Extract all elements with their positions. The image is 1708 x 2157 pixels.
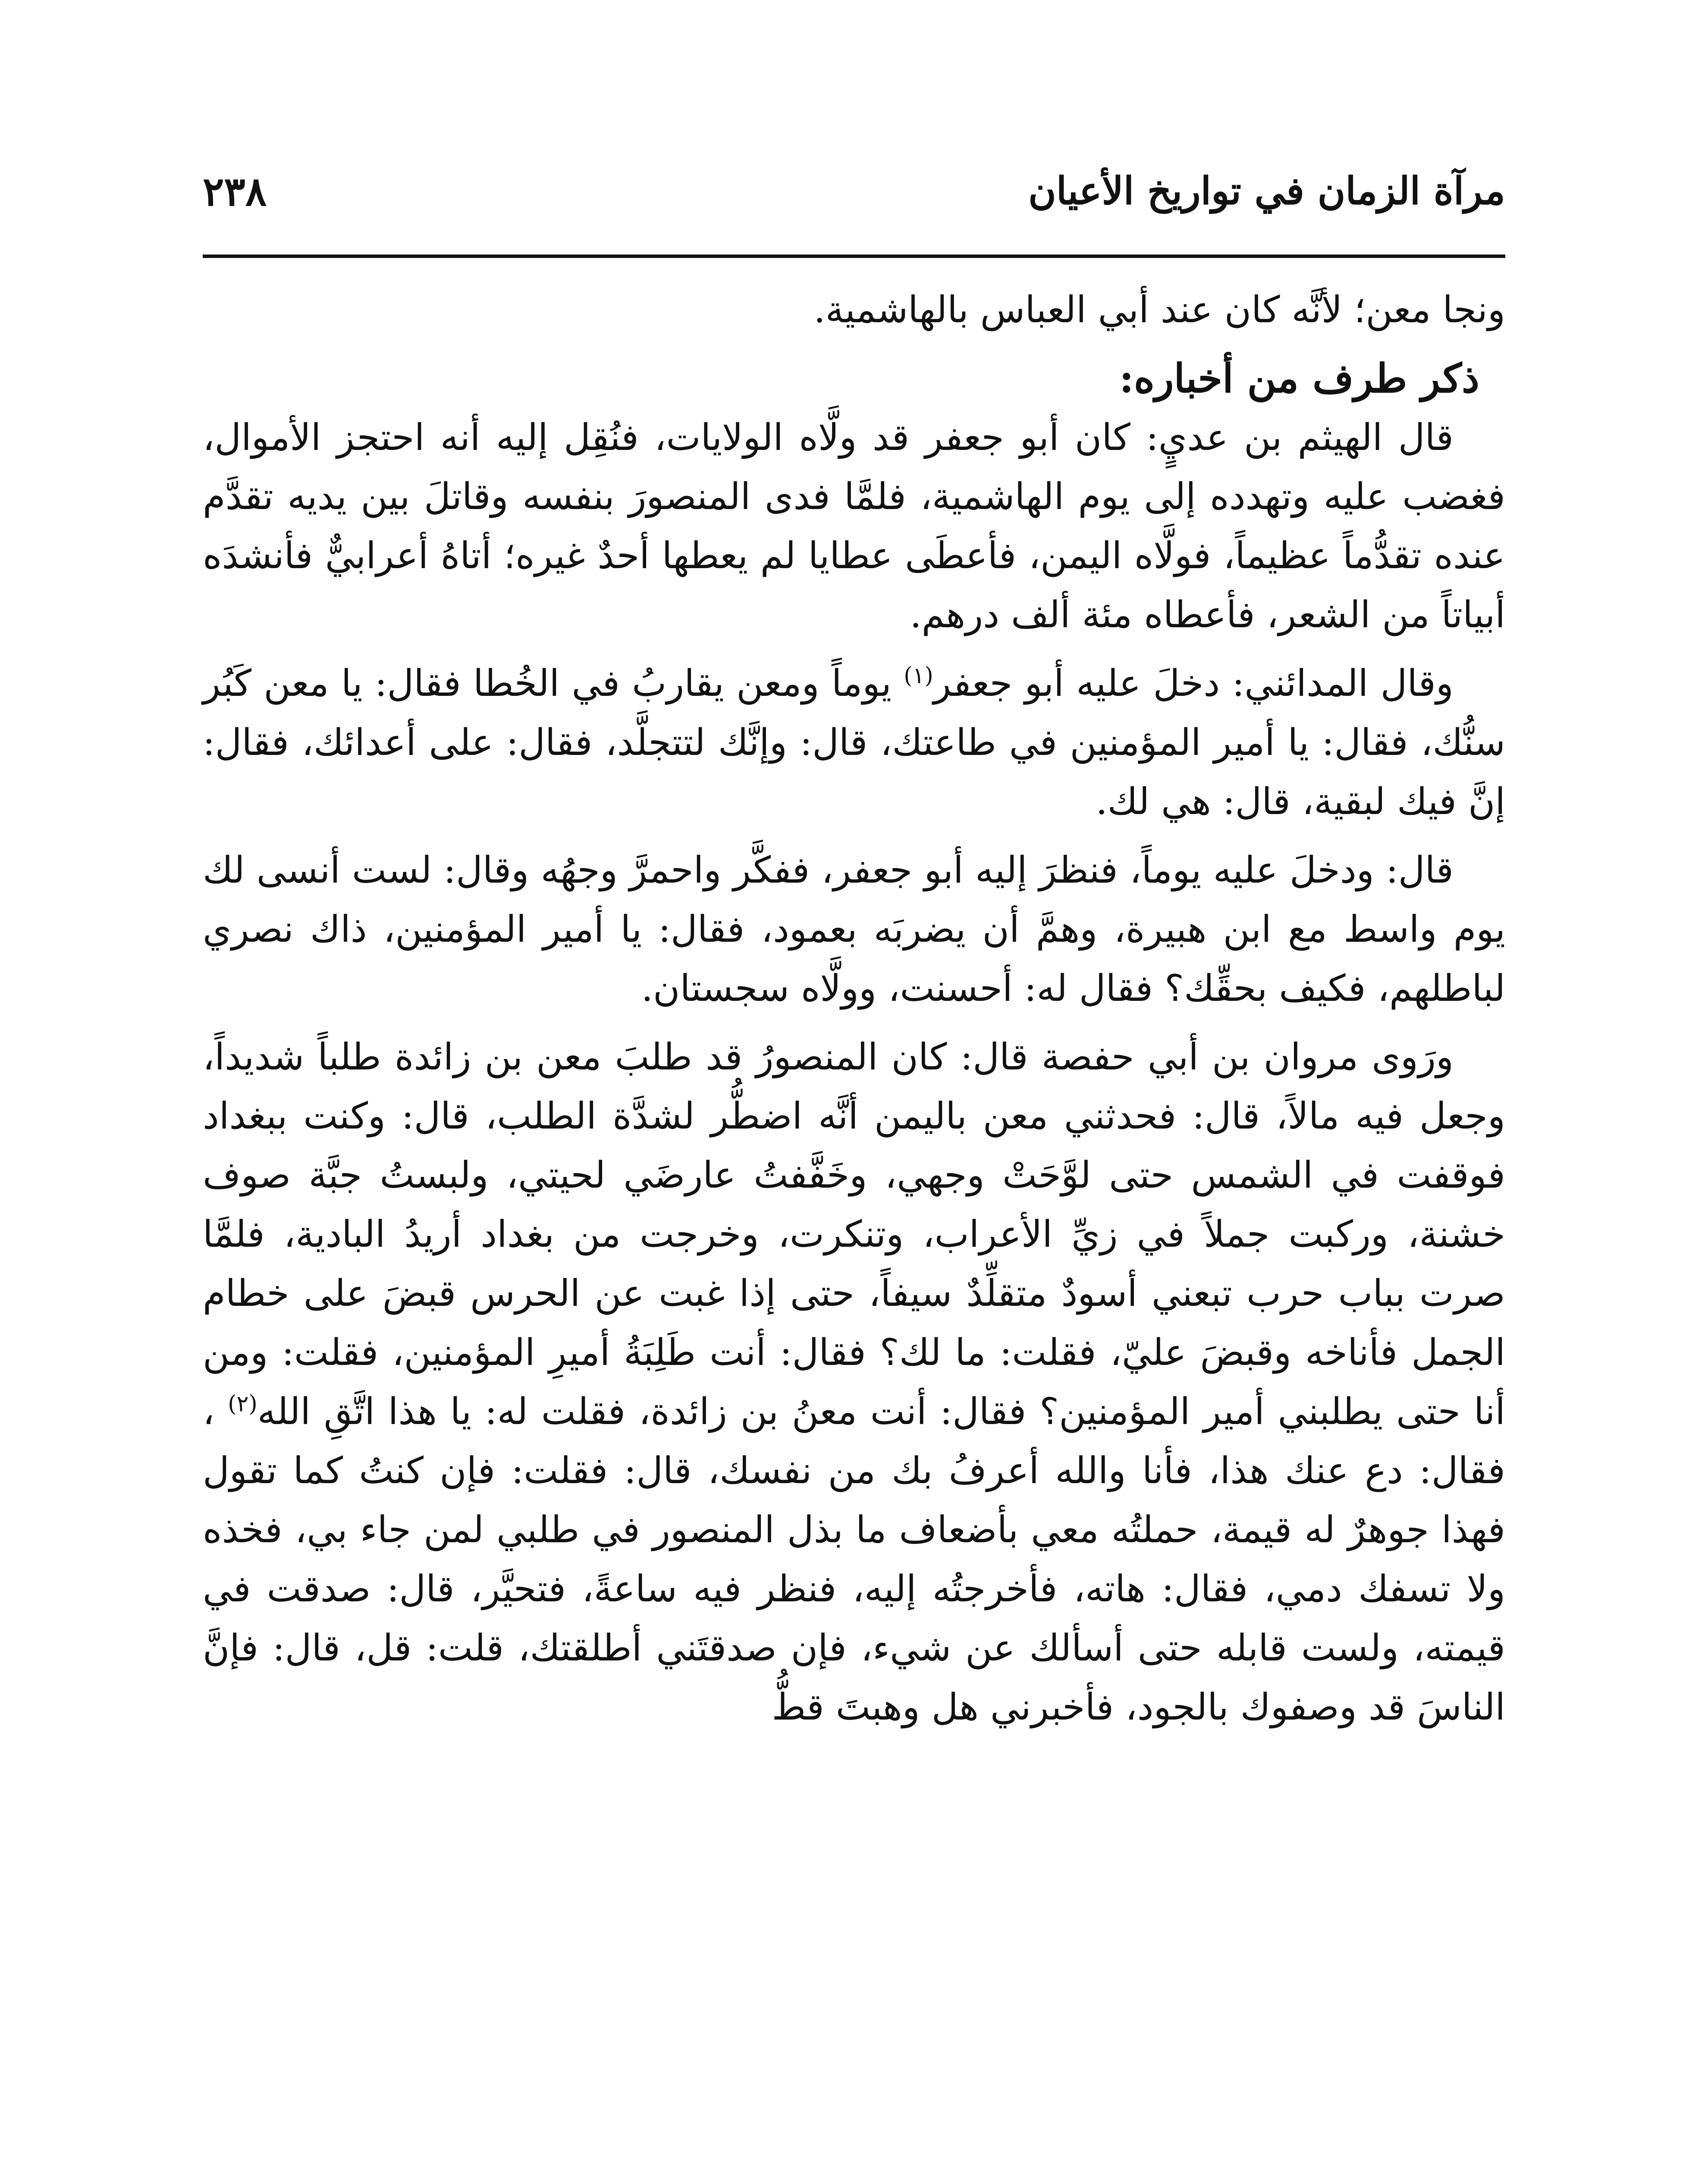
section-heading: ذكر طرف من أخباره: bbox=[1119, 355, 1479, 402]
paragraph-madaini-start: وقال المدائني: دخلَ عليه أبو جعفر bbox=[933, 662, 1454, 705]
page-number: ٢٣٨ bbox=[203, 168, 267, 215]
paragraph-haitham: قال الهيثم بن عديٍ: كان أبو جعفر قد ولَّاه الولايات، فنُقِل إليه أنه احتجز الأموال، فغضب عليه وتهدده إلى يوم الهاشمية، فلمَّا فدى المنصورَ بنفسه وقاتلَ بين يديه تقدَّم عنده تقدُّماً عظيماً، فولَّاه اليمن، فأعطَى عطايا لم يعطها أحدٌ غيره؛ أتاهُ أعرابيٌّ فأنشدَه أبياتاً من الشعر، فأعطاه مئة ألف درهم. bbox=[203, 416, 1505, 636]
paragraph-wasit: قال: ودخلَ عليه يوماً، فنظرَ إليه أبو جعفر، ففكَّر واحمرَّ وجهُه وقال: لست أنسى لك يوم واسط مع ابن هبيرة، وهمَّ أن يضربَه بعمود، فقال: يا أمير المؤمنين، ذاك نصري لباطلهم، فكيف بحقِّك؟ فقال له: أحسنت، وولَّاه سجستان. bbox=[203, 849, 1505, 1010]
header-divider bbox=[203, 255, 1505, 258]
page-header bbox=[203, 155, 1505, 237]
footnote-ref-2: (٢) bbox=[228, 1391, 257, 1417]
paragraph-marwan-rest: ، فقال: دع عنك هذا، فأنا والله أعرفُ بك من نفسك، قال: فقلت: فإن كنتُ كما تقول فهذا جوهرٌ له قيمة، حملتُه معي بأضعاف ما بذل المنصور في طلبي لمن جاء بي، فخذه ولا تسفك دمي، فقال: هاته، فأخرجتُه إليه، فنظر فيه ساعةً، فتحيَّر، قال: صدقت في قيمته، ولست قابله حتى أسألك عن شيء، فإن صدقتَني أطلقتك، قلت: قل، قال: فإنَّ الناسَ قد وصفوك بالجود، فأخبرني هل وهبتَ قطُّ bbox=[203, 1390, 1505, 1729]
paragraph-opening: ونجا معن؛ لأنَّه كان عند أبي العباس بالهاشمية. bbox=[813, 289, 1505, 331]
paragraph-madaini bbox=[203, 654, 1505, 831]
paragraph-madaini-rest: يوماً ومعن يقاربُ في الخُطا فقال: يا معن كَبُر سنُّك، فقال: يا أمير المؤمنين في طاعتك، قال: وإنَّك لتتجلَّد، فقال: على أعدائك، فقال: إنَّ فيك لبقية، قال: هي لك. bbox=[203, 662, 1505, 823]
paragraph-marwan-start: ورَوى مروان بن أبي حفصة قال: كان المنصورُ قد طلبَ معن بن زائدة طلباً شديداً، وجعل فيه مالاً، قال: فحدثني معن باليمن أنَّه اضطُّر لشدَّة الطلب، قال: وكنت ببغداد فوقفت في الشمس حتى لوَّحَتْ وجهي، وخَفَّفتُ عارضَي لحيتي، ولبستُ جبَّة صوف خشنة، وركبت جملاً في زيِّ الأعراب، وتنكرت، وخرجت من بغداد أريدُ البادية، فلمَّا صرت بباب حرب تبعني أسودٌ متقلِّدٌ سيفاً، حتى إذا غبت عن الحرس قبضَ على خطام الجمل فأناخه وقبضَ عليّ، فقلت: ما لك؟ فقال: أنت طَلِبَةُ أميرِ المؤمنين، فقلت: ومن أنا حتى يطلبني أمير المؤمنين؟ فقال: أنت معنُ بن زائدة، فقلت له: يا هذا اتَّقِ الله bbox=[203, 1036, 1505, 1433]
main-text bbox=[203, 280, 1505, 1746]
footnote-ref-1: (١) bbox=[904, 663, 933, 689]
running-title: مرآة الزمان في تواريخ الأعيان bbox=[1028, 168, 1505, 213]
paragraph-marwan bbox=[203, 1028, 1505, 1737]
